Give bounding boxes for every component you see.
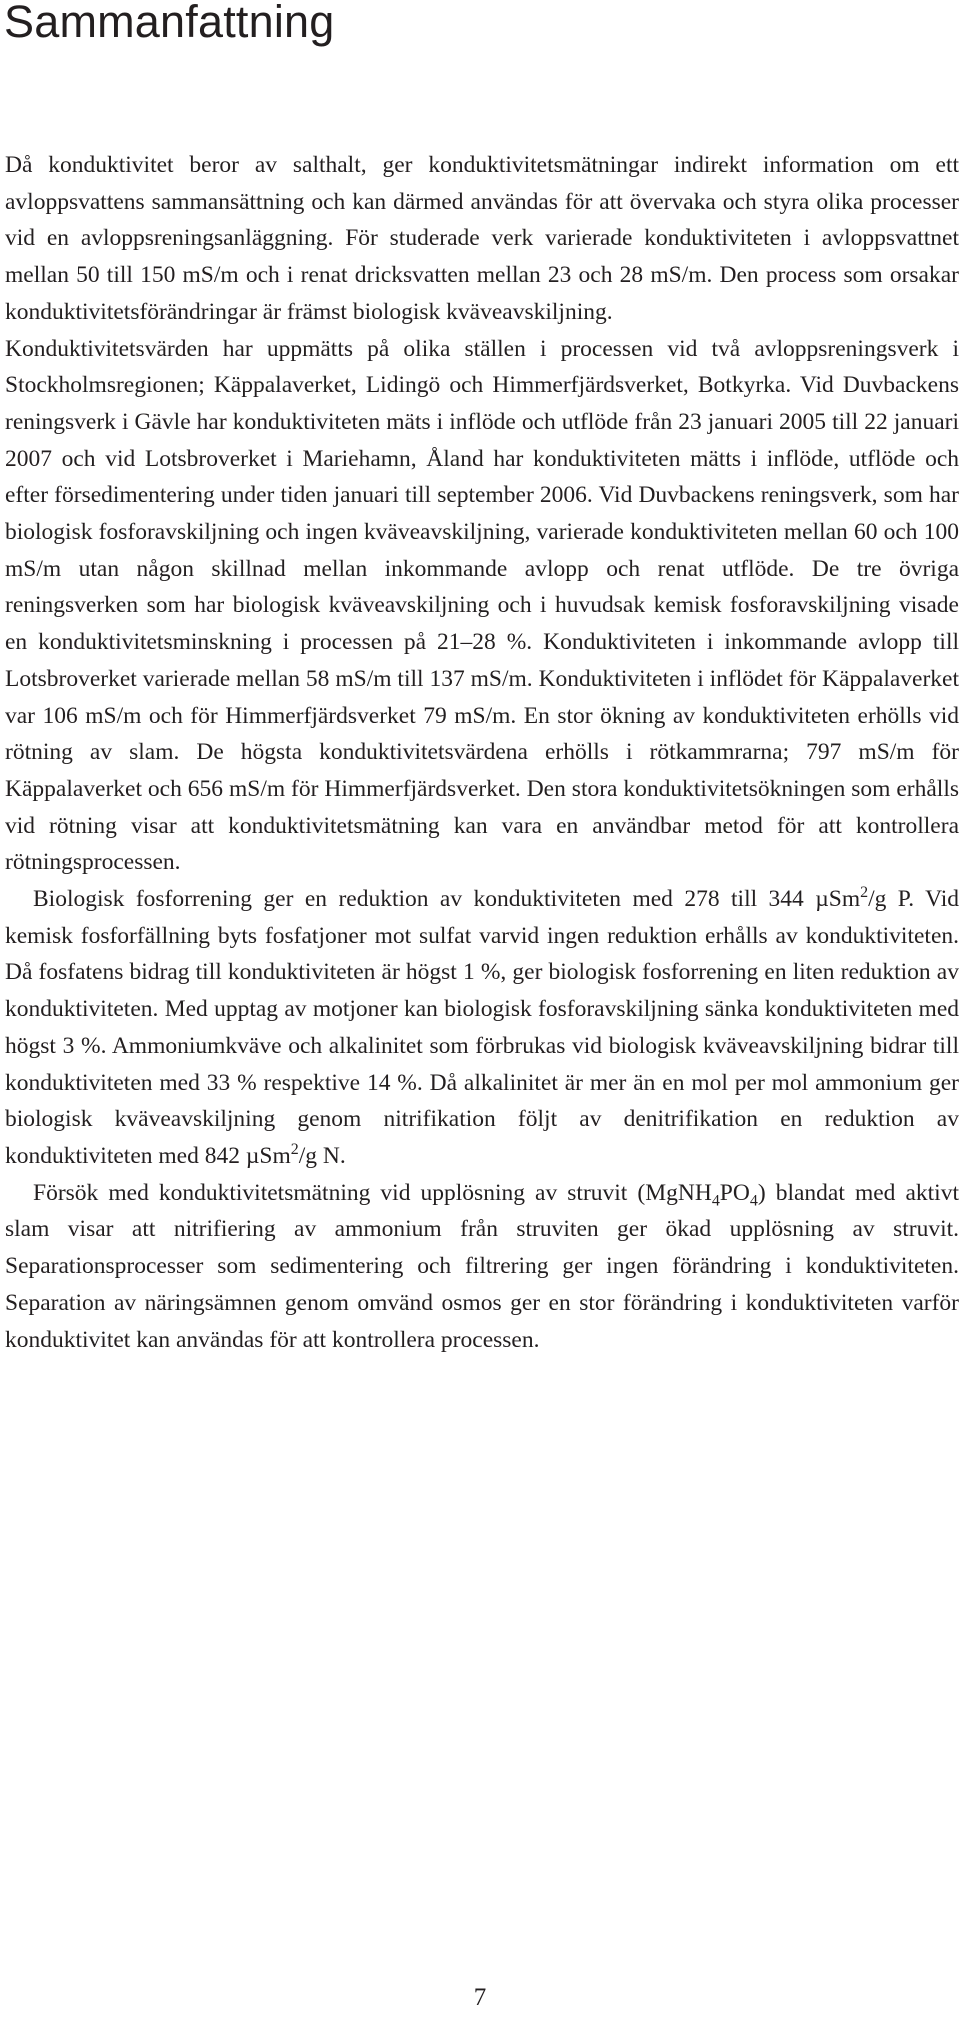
paragraph-3-text-c: /g N. [298, 1142, 346, 1169]
superscript: 2 [860, 884, 869, 902]
superscript: 2 [290, 1141, 299, 1159]
paragraph-4-text-a: Försök med konduktivitetsmätning vid upplösning av struvit (MgNH [33, 1179, 712, 1206]
paragraph-4-text-c: ) blandat med aktivt slam visar att nitrifiering av ammonium från struviten ger ökad upplösning av struvit. Separationsprocesser som sedimentering och filtrering ger ingen förändring i konduktiviteten. Separation av näringsämnen genom omvänd osmos ger en stor förändring i konduktiviteten varför konduktivitet kan användas för att kontrollera processen. [5, 1179, 959, 1353]
paragraph-3-text-b: /g P. Vid kemisk fosforfällning byts fosfatjoner mot sulfat varvid ingen reduktion erhålls av konduktiviteten. Då fosfatens bidrag till konduktiviteten är högst 1 %, ger biologisk fosforrening en liten reduktion av konduktiviteten. Med upptag av motjoner kan biologisk fosforavskiljning sänka konduktiviteten med högst 3 %. Ammoniumkväve och alkalinitet som förbrukas vid biologisk kväveavskiljning bidrar till konduktiviteten med 33 % respektive 14 %. Då alkalinitet är mer än en mol per mol ammonium ger biologisk kväveavskiljning genom nitrifikation följt av denitrifikation en reduktion av konduktiviteten med 842 µSm [5, 886, 959, 1169]
paragraph-4 [5, 1175, 959, 1359]
subscript: 4 [711, 1192, 720, 1210]
paragraph-1: Då konduktivitet beror av salthalt, ger konduktivitetsmätningar indirekt information om ett avloppsvattens sammansättning och kan därmed användas för att övervaka och styra olika processer vid en avloppsreningsanläggning. För studerade verk varierade konduktiviteten i avloppsvattnet mellan 50 till 150 mS/m och i renat dricksvatten mellan 23 och 28 mS/m. Den process som orsakar konduktivitetsförändringar är främst biologisk kväveavskiljning. [5, 152, 959, 325]
body-text [5, 147, 959, 1358]
page-title: Sammanfattning [4, 0, 335, 47]
paragraph-3 [5, 881, 959, 1175]
paragraph-4-text-b: PO [719, 1179, 750, 1206]
paragraph-3-text-a: Biologisk fosforrening ger en reduktion av konduktiviteten med 278 till 344 µSm [33, 886, 861, 913]
subscript: 4 [749, 1192, 758, 1210]
paragraph-2: Konduktivitetsvärden har uppmätts på olika ställen i processen vid två avloppsreningsverk i Stockholmsregionen; Käppalaverket, Lidingö och Himmerfjärdsverket, Botkyrka. Vid Duvbackens reningsverk i Gävle har konduktiviteten mäts i inflöde och utflöde från 23 januari 2005 till 22 januari 2007 och vid Lotsbroverket i Mariehamn, Åland har konduktiviteten mätts i inflöde, utflöde och efter försedimentering under tiden januari till september 2006. Vid Duvbackens reningsverk, som har biologisk fosforavskiljning och ingen kväveavskiljning, varierade konduktiviteten mellan 60 och 100 mS/m utan någon skillnad mellan inkommande avlopp och renat utflöde. De tre övriga reningsverken som har biologisk kväveavskiljning och i huvudsak kemisk fosforavskiljning visade en konduktivitetsminskning i processen på 21–28 %. Konduktiviteten i inkommande avlopp till Lotsbroverket varierade mellan 58 mS/m till 137 mS/m. Konduktiviteten i inflödet för Käppalaverket var 106 mS/m och för Himmerfjärdsverket 79 mS/m. En stor ökning av konduktiviteten erhölls vid rötning av slam. De högsta konduktivitetsvärdena erhölls i rötkammrarna; 797 mS/m för Käppalaverket och 656 mS/m för Himmerfjärdsverket. Den stora konduktivitetsökningen som erhålls vid rötning visar att konduktivitetsmätning kan vara en användbar metod för att kontrollera rötningsprocessen. [5, 335, 959, 876]
page-number: 7 [473, 1984, 487, 2011]
